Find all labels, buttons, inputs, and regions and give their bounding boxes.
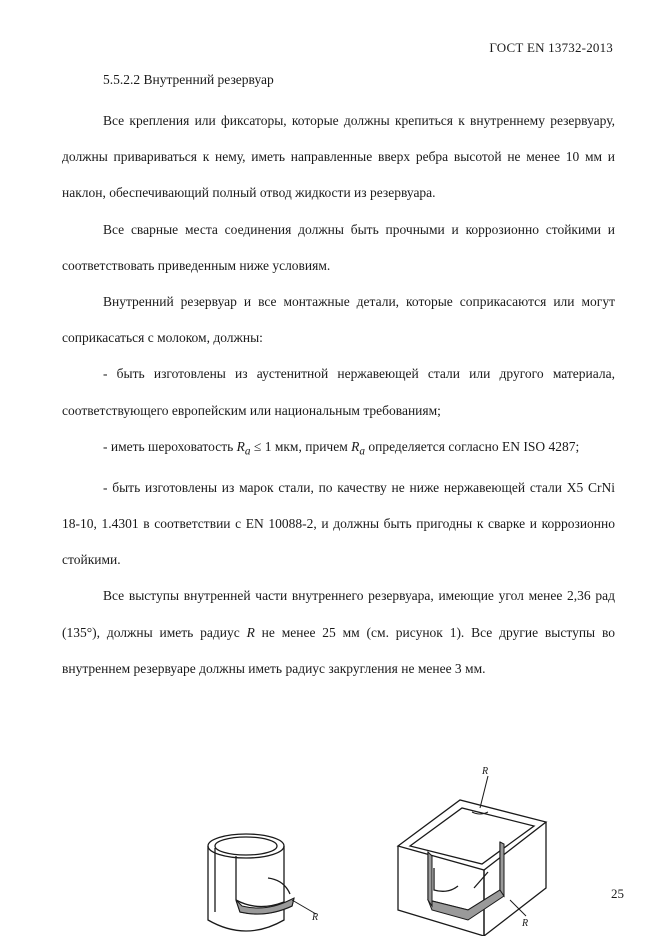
paragraph-welds: Все сварные места соединения должны быть прочными и коррозионно стойкими и соответствовать приведенным ниже условиям. xyxy=(62,221,615,273)
section-heading: 5.5.2.2 Внутренний резервуар xyxy=(103,72,274,87)
roughness-prefix: - иметь шероховатость xyxy=(103,438,237,454)
figure-radius-label-top: R xyxy=(482,766,489,777)
paragraph-contact-parts: Внутренний резервуар и все монтажные детали, которые соприкасаются или могут соприкасаться с молоком, должны: xyxy=(62,294,615,346)
figure-radius-label: R xyxy=(312,912,319,923)
figure-rectangular-tank xyxy=(388,760,558,936)
paragraph-attachments: Все крепления или фиксаторы, которые должны крепиться к внутреннему резервуару, должны привариваться к нему, иметь направленные вверх ребра высотой не менее 10 мм и наклон, обеспечивающий полный отвод жидкости из резервуара. xyxy=(62,113,615,201)
roughness-subscript: a xyxy=(244,445,251,458)
paragraph-radius xyxy=(62,578,615,687)
list-item-roughness xyxy=(62,429,615,470)
list-item-steel-grade: - быть изготовлены из марок стали, по качеству не ниже нержавеющей стали X5 CrNi 18-10, 1.4301 в соответствии с EN 10088-2, и должны быть пригодны к сварке и коррозионно стойкими. xyxy=(62,479,615,568)
radius-text-before: Все выступы внутренней части внутреннего резервуара, имеющие угол менее 2,36 рад (135°), должны иметь радиус xyxy=(62,588,615,640)
list-item-material: - быть изготовлены из аустенитной нержавеющей стали или другого материала, соответствующего европейским или национальным требованиям; xyxy=(62,366,615,418)
document-header: ГОСТ EN 13732-2013 xyxy=(489,40,613,55)
radius-text-after: не менее 25 мм (см. рисунок 1). Все другие выступы во внутреннем резервуаре должны иметь радиус закругления не менее 3 мм. xyxy=(62,624,615,676)
figure-radius-label-bottom: R xyxy=(522,918,529,929)
page-number: 25 xyxy=(611,886,624,901)
body-text xyxy=(62,103,615,687)
roughness-symbol: R xyxy=(236,438,245,454)
roughness-symbol-2: R xyxy=(351,438,360,454)
roughness-condition: ≤ 1 мкм, причем xyxy=(250,438,352,454)
roughness-subscript-2: a xyxy=(359,445,365,458)
roughness-suffix: определяется согласно EN ISO 4287; xyxy=(365,438,580,454)
figure-cylindrical-tank xyxy=(196,820,336,936)
radius-symbol: R xyxy=(246,624,255,640)
